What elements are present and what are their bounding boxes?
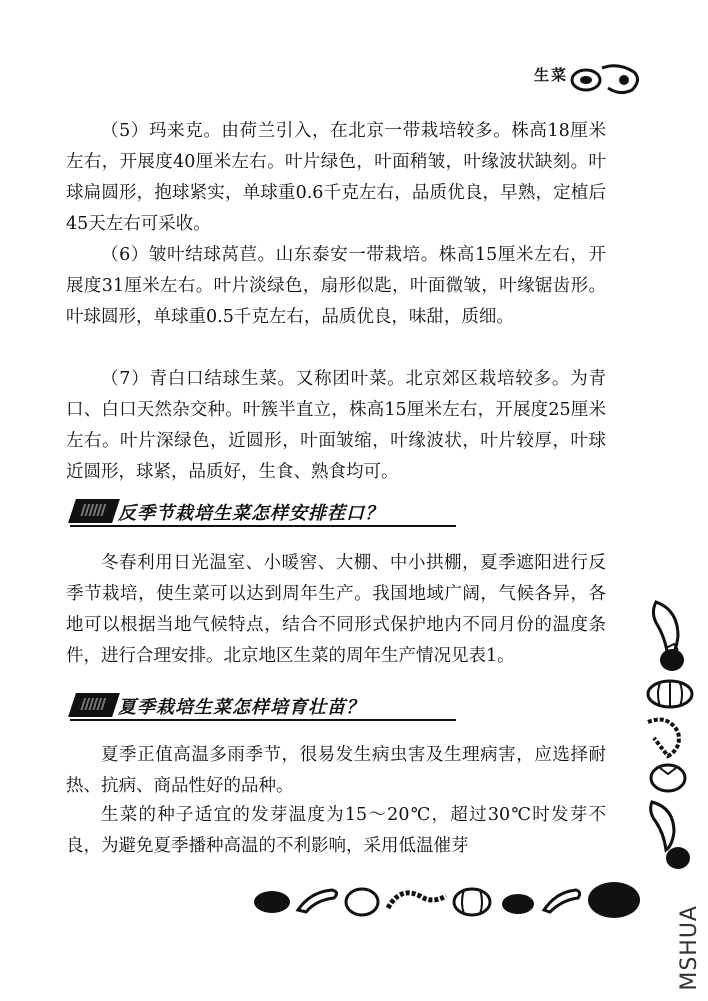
running-head-title: 生菜 xyxy=(533,66,568,84)
vegetable-cluster-icon xyxy=(568,58,646,98)
pumpkin-icon xyxy=(648,681,692,707)
side-vegetable-border xyxy=(638,596,700,876)
paragraph-variety-5: （5）玛来克。由荷兰引入，在北京一带栽培较多。株高18厘米左右，开展度40厘米左右。叶片绿色，叶面稍皱，叶缘波状缺刻。叶球扁圆形，抱球紧实，单球重0.6千克左右，品质优良，早熟，定植后45天左右可采收。 xyxy=(66,121,606,234)
section-heading-off-season xyxy=(66,495,606,529)
cucumber-icon xyxy=(651,802,674,850)
tomato-icon xyxy=(346,889,378,915)
eggplant-icon xyxy=(254,891,290,913)
paragraph-off-season-body: 冬春利用日光温室、小暖窖、大棚、中小拱棚，夏季遮阳进行反季节栽培，使生菜可以达到周年生产。我国地域广阔，气候各异，各地可以根据当地气候特点，结合不同形式保护地内不同月份的温度条件，进行合理安排。北京地区生菜的周年生产情况见表1。 xyxy=(66,553,606,666)
heading-marker-icon xyxy=(68,693,120,717)
paragraph-summer-body-1: 夏季正值高温多雨季节，很易发生病虫害及生理病害，应选择耐热、抗病、商品性好的品种。 xyxy=(66,745,606,796)
eggplant-icon xyxy=(502,894,534,914)
tomato-icon xyxy=(651,765,685,791)
watermark-text: MSHUA xyxy=(677,905,702,991)
paragraph-summer-body-2: 生菜的种子适宜的发芽温度为15～20℃，超过30℃时发芽不良，为避免夏季播种高温的不利影响，采用低温催芽 xyxy=(66,805,606,856)
gourd-icon xyxy=(588,882,640,918)
section-heading-text: 夏季栽培生菜怎样培育壮苗？ xyxy=(118,697,365,718)
heading-marker-icon xyxy=(68,499,120,523)
paragraph-variety-7: （7）青白口结球生菜。又称团叶菜。北京郊区栽培较多。为青口、白口天然杂交种。叶簇半直立，株高15厘米左右，开展度25厘米左右。叶片深绿色，近圆形，叶面皱缩，叶缘波状，叶片较厚，叶球近圆形，球紧，品质好，生食、熟食均可。 xyxy=(66,369,606,482)
bottom-vegetable-border xyxy=(250,878,642,922)
heading-underline xyxy=(70,525,456,527)
eggplant-icon xyxy=(660,644,684,671)
bitter-melon-icon xyxy=(648,720,679,756)
cucumber-icon xyxy=(298,890,337,912)
bitter-melon-icon xyxy=(388,893,446,908)
pumpkin-icon xyxy=(454,889,490,915)
paragraph-variety-6: （6）皱叶结球莴苣。山东泰安一带栽培。株高15厘米左右，开展度31厘米左右。叶片淡绿色，扇形似匙，叶面微皱，叶缘锯齿形。叶球圆形，单球重0.5千克左右，品质优良，味甜，质细。 xyxy=(66,245,606,327)
section-heading-summer-seedlings xyxy=(66,689,606,723)
cucumber-icon xyxy=(544,890,580,912)
eggplant-icon xyxy=(666,847,690,869)
section-heading-text: 反季节栽培生菜怎样安排茬口？ xyxy=(118,503,384,524)
heading-underline xyxy=(70,719,456,721)
